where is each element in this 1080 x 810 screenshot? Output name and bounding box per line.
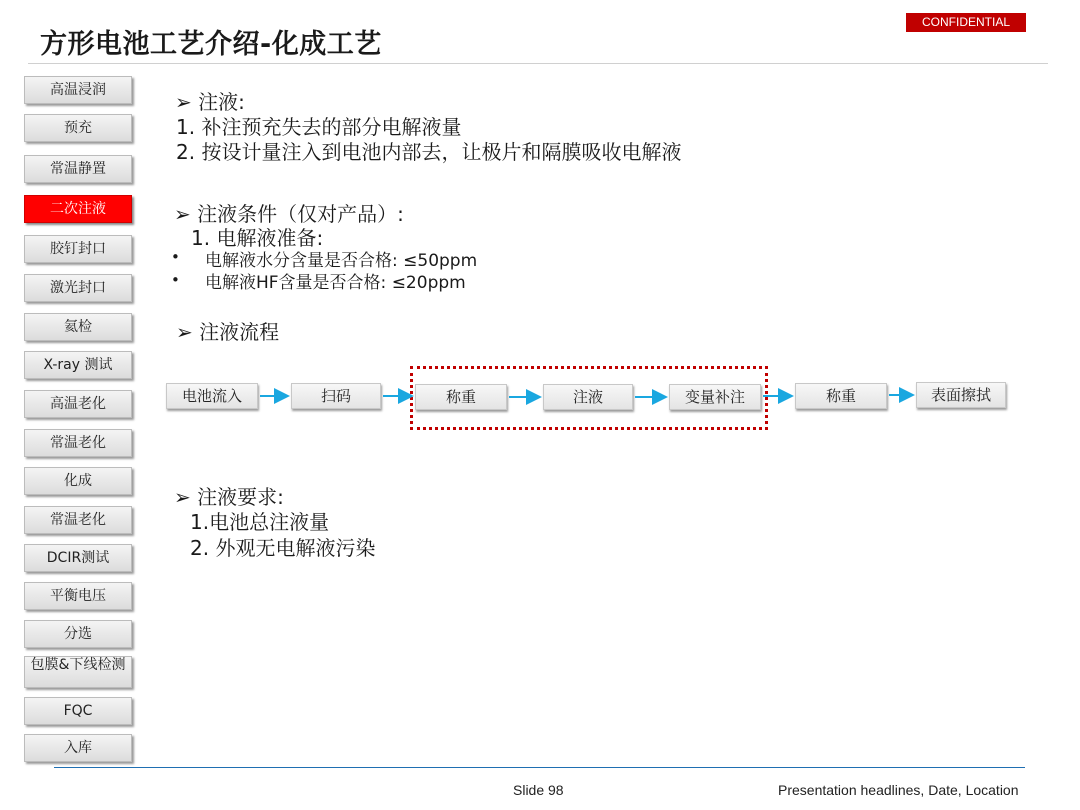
- conditions-heading: ➢ 注液条件（仅对产品）:: [174, 202, 404, 226]
- sidebar-item-helium-check[interactable]: 氦检: [24, 313, 132, 341]
- sidebar-item-sorting[interactable]: 分选: [24, 620, 132, 648]
- sidebar-item-room-temp-aging[interactable]: 常温老化: [24, 429, 132, 457]
- bullet-dot: •: [171, 248, 180, 266]
- flow-step-weigh: 称重: [415, 384, 507, 410]
- footer-info: Presentation headlines, Date, Location: [778, 782, 1019, 798]
- sidebar-item-high-temp-soak[interactable]: 高温浸润: [24, 76, 132, 104]
- sidebar-item-rubber-nail-seal[interactable]: 胶钉封口: [24, 235, 132, 263]
- conditions-subheading: 1. 电解液准备:: [191, 226, 324, 250]
- sidebar-item-fqc[interactable]: FQC: [24, 697, 132, 725]
- confidential-badge: CONFIDENTIAL: [906, 13, 1026, 32]
- slide-number: Slide 98: [513, 782, 564, 798]
- conditions-bullet-2: 电解液HF含量是否合格: ≤20ppm: [205, 273, 466, 293]
- sidebar-item-wrapping-offline-inspection[interactable]: 包膜&下线检测: [24, 656, 132, 688]
- sidebar-item-warehousing[interactable]: 入库: [24, 734, 132, 762]
- sidebar-item-voltage-balance[interactable]: 平衡电压: [24, 582, 132, 610]
- flow-step-scan: 扫码: [291, 383, 381, 409]
- injection-item-2: 2. 按设计量注入到电池内部去，让极片和隔膜吸收电解液: [176, 140, 682, 164]
- page-title: 方形电池工艺介绍-化成工艺: [40, 29, 382, 60]
- conditions-bullet-1: 电解液水分含量是否合格: ≤50ppm: [205, 251, 478, 271]
- sidebar-item-dcir-test[interactable]: DCIR测试: [24, 544, 132, 572]
- injection-heading: ➢ 注液:: [175, 90, 245, 114]
- flow-step-surface-wipe: 表面擦拭: [916, 382, 1006, 408]
- sidebar-item-laser-seal[interactable]: 激光封口: [24, 274, 132, 302]
- flow-step-variable-refill: 变量补注: [669, 384, 761, 410]
- sidebar-item-high-temp-aging[interactable]: 高温老化: [24, 390, 132, 418]
- flow-step-weigh-2: 称重: [795, 383, 887, 409]
- sidebar-item-room-temp-aging-2[interactable]: 常温老化: [24, 506, 132, 534]
- sidebar-item-xray-test[interactable]: X-ray 测试: [24, 351, 132, 379]
- footer-divider: [54, 767, 1025, 768]
- requirements-item-1: 1.电池总注液量: [190, 510, 330, 534]
- sidebar-item-room-temp-rest[interactable]: 常温静置: [24, 155, 132, 183]
- sidebar-item-second-injection[interactable]: 二次注液: [24, 195, 132, 223]
- flow-step-inject: 注液: [543, 384, 633, 410]
- requirements-item-2: 2. 外观无电解液污染: [190, 536, 376, 560]
- sidebar-item-formation[interactable]: 化成: [24, 467, 132, 495]
- bullet-dot: •: [171, 271, 180, 289]
- sidebar-item-pre-charge[interactable]: 预充: [24, 114, 132, 142]
- requirements-heading: ➢ 注液要求:: [174, 485, 284, 509]
- process-heading: ➢ 注液流程: [176, 320, 280, 344]
- injection-item-1: 1. 补注预充失去的部分电解液量: [176, 115, 462, 139]
- flow-step-cell-in: 电池流入: [166, 383, 258, 409]
